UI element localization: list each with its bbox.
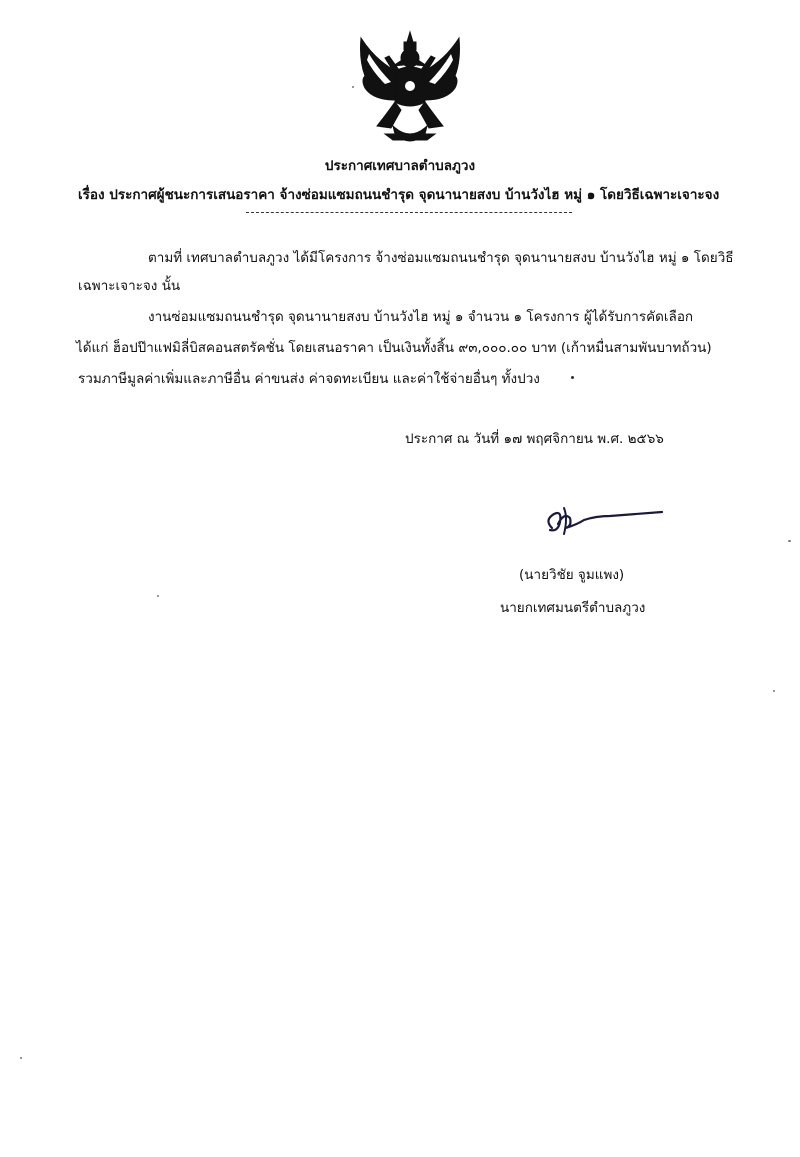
garuda-emblem-icon — [355, 30, 465, 148]
scan-speck — [773, 690, 775, 692]
signer-title: นายกเทศมนตรีตำบลภูวง — [500, 600, 646, 616]
body-paragraph-2-line-2: ได้แก่ ฮ็อปป๊าแฟมิลี่บิสคอนสตรัคชั่น โดยเสนอราคา เป็นเงินทั้งสิ้น ๙๓,๐๐๐.๐๐ บาท (เก้าหมื่นสามพันบาทถ้วน) — [76, 340, 712, 356]
announce-date: ประกาศ ณ วันที่ ๑๗ พฤศจิกายน พ.ศ. ๒๕๖๖ — [405, 431, 664, 447]
handwritten-signature-icon — [540, 500, 670, 540]
separator-line — [246, 212, 572, 213]
stray-mark — [571, 376, 574, 379]
scan-speck — [788, 540, 791, 542]
body-paragraph-2-line-3: รวมภาษีมูลค่าเพิ่มและภาษีอื่น ค่าขนส่ง ค่าจดทะเบียน และค่าใช้จ่ายอื่นๆ ทั้งปวง — [78, 371, 540, 387]
scan-speck — [20, 1057, 22, 1059]
body-paragraph-1-line-1: ตามที่ เทศบาลตำบลภูวง ได้มีโครงการ จ้างซ่อมแซมถนนชำรุด จุดนานายสงบ บ้านวังไฮ หมู่ ๑ โดยวิธี — [148, 250, 734, 266]
body-paragraph-1-line-2: เฉพาะเจาะจง นั้น — [78, 278, 181, 294]
scan-speck — [157, 595, 159, 597]
signer-name: (นายวิชัย จูมแพง) — [519, 567, 625, 583]
body-paragraph-2-line-1: งานซ่อมแซมถนนชำรุด จุดนานายสงบ บ้านวังไฮ หมู่ ๑ จำนวน ๑ โครงการ ผู้ได้รับการคัดเลือก — [148, 309, 694, 325]
page-title: ประกาศเทศบาลตำบลภูวง — [324, 158, 476, 174]
scan-speck — [352, 86, 354, 88]
subject-line: เรื่อง ประกาศผู้ชนะการเสนอราคา จ้างซ่อมแซมถนนชำรุด จุดนานายสงบ บ้านวังไฮ หมู่ ๑ โดยวิธีเฉพาะเจาะจง — [78, 187, 720, 203]
